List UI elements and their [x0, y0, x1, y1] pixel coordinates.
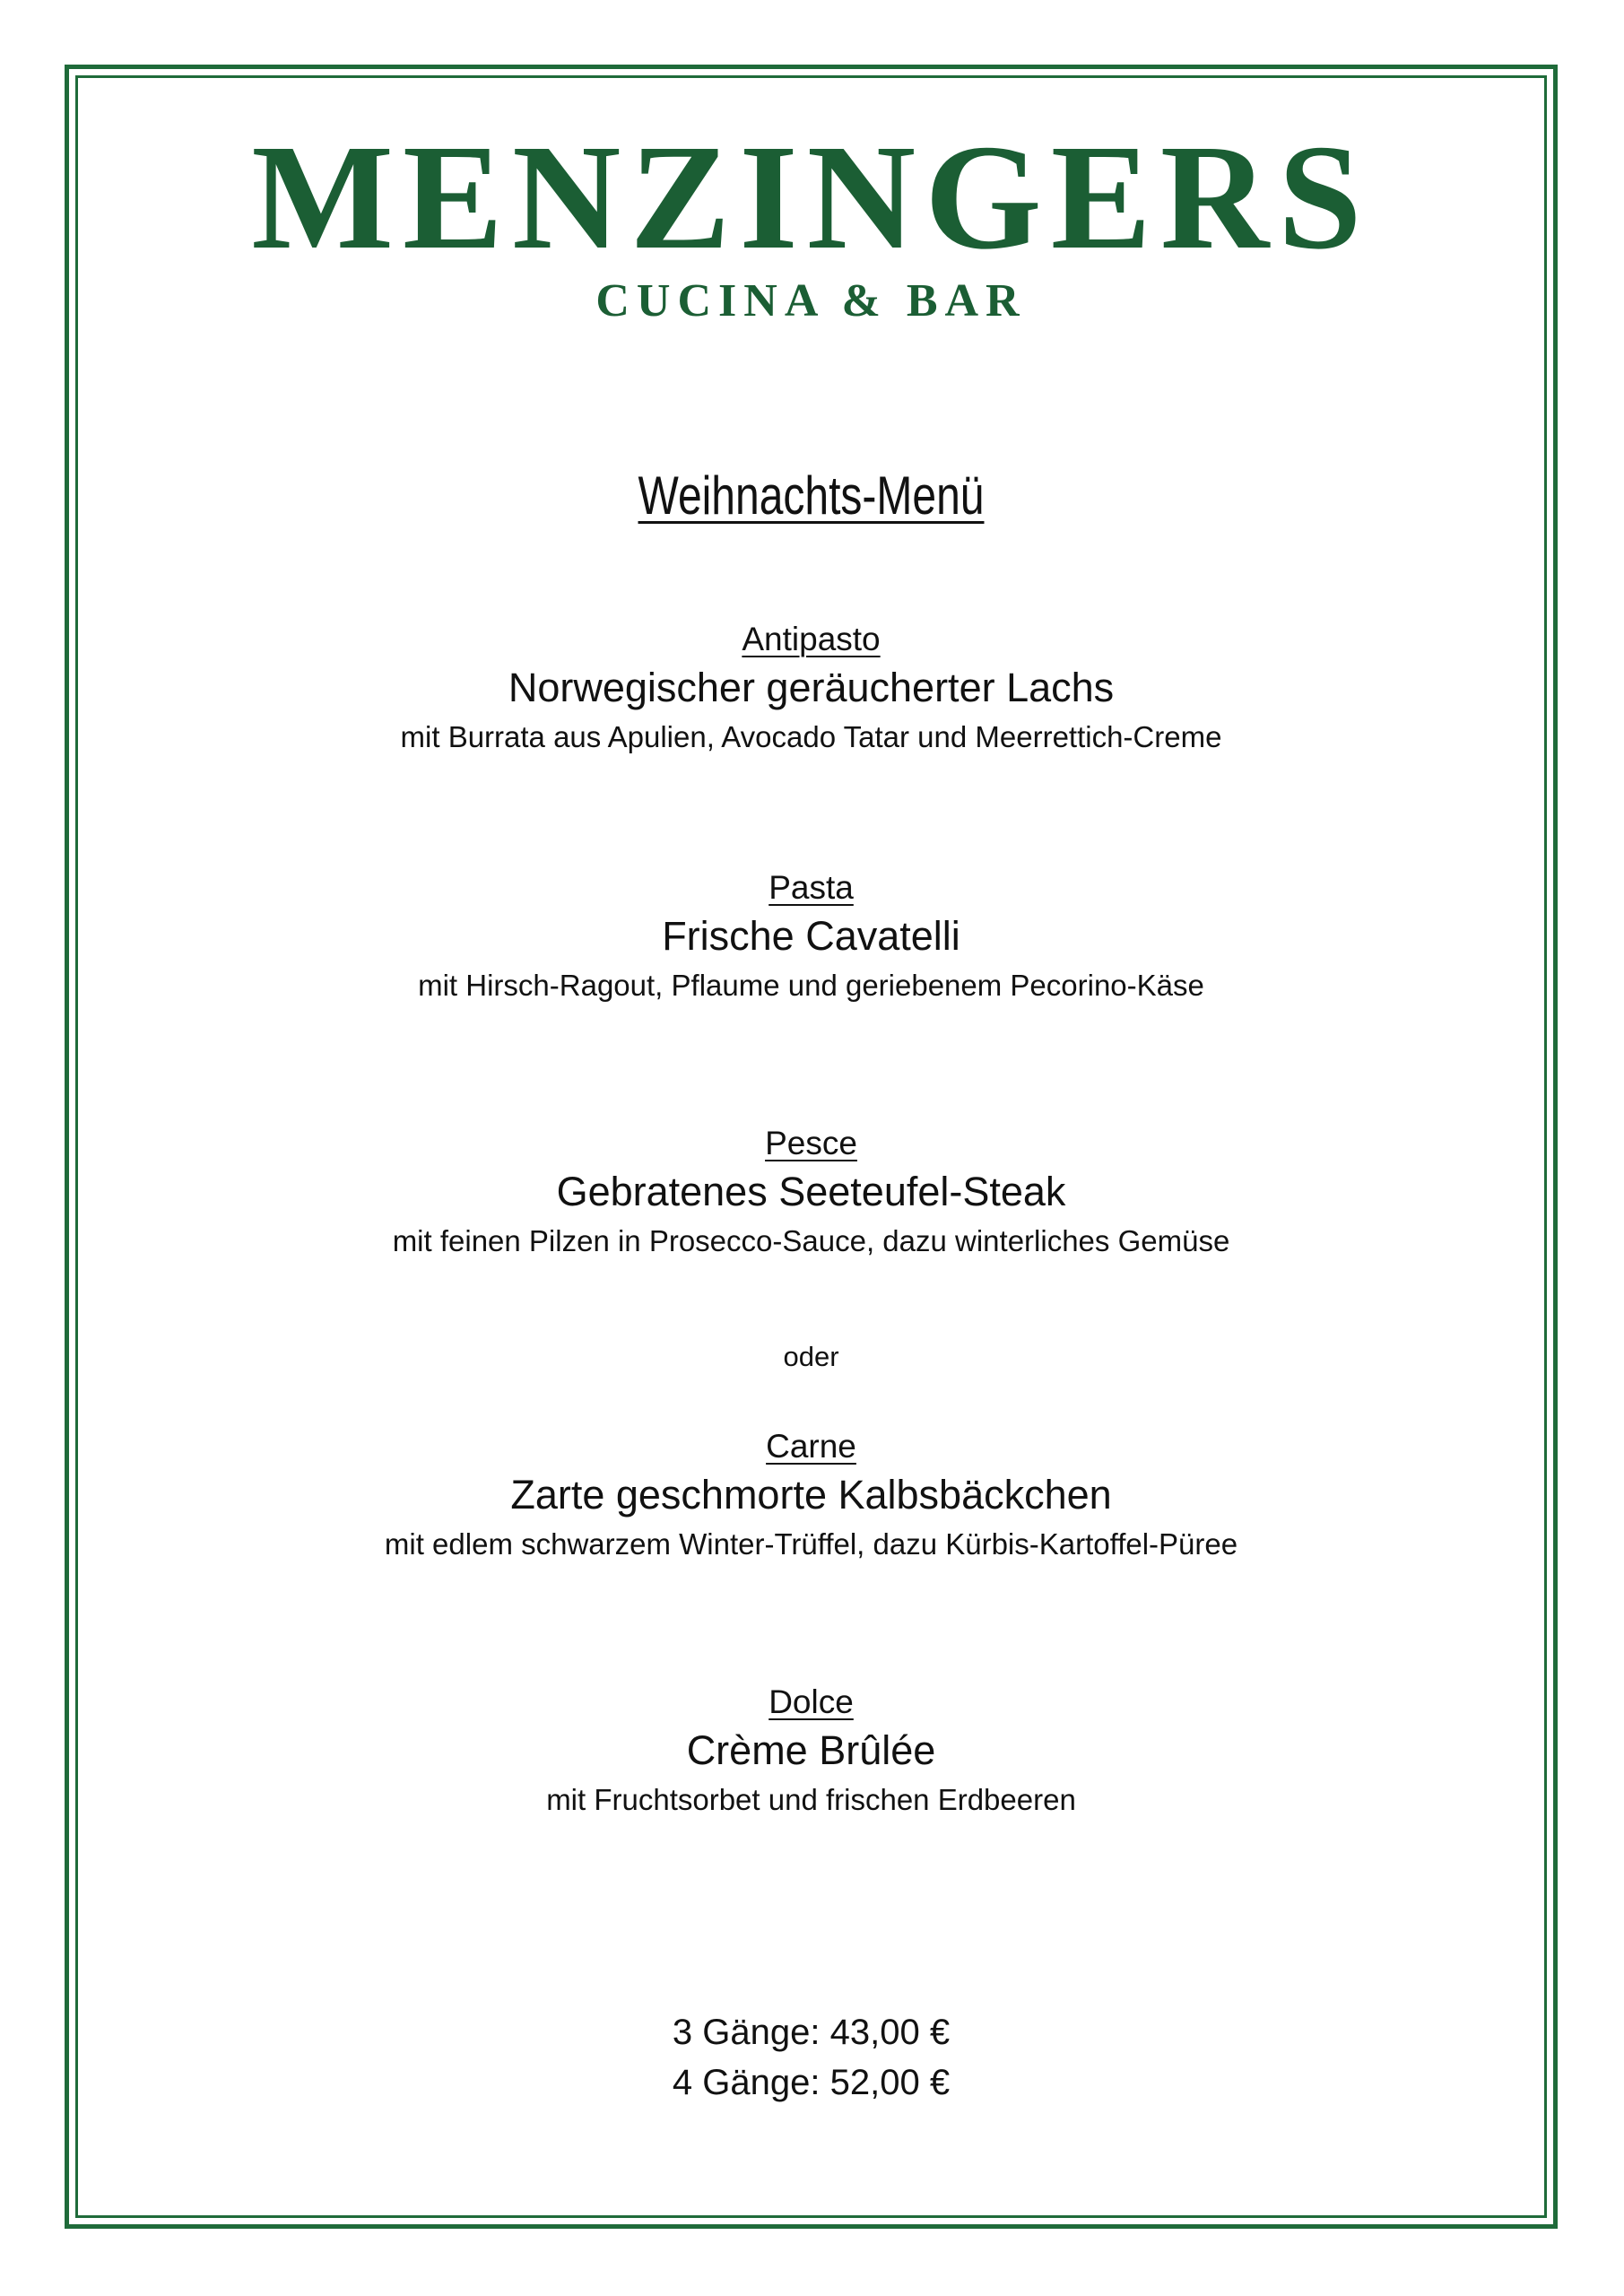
menu-page [75, 75, 1547, 2218]
course-description: mit Hirsch-Ragout, Pflaume und geriebenem Pecorino-Käse [418, 969, 1204, 1002]
course-antipasto [75, 619, 1547, 757]
alternative-text: oder [783, 1341, 839, 1372]
course-description: mit Burrata aus Apulien, Avocado Tatar und Meerrettich-Creme [400, 720, 1222, 753]
course-dish: Zarte geschmorte Kalbsbäckchen [510, 1472, 1112, 1518]
course-dolce [75, 1682, 1547, 1820]
price-4-courses: 4 Gänge: 52,00 € [672, 2063, 951, 2102]
course-pasta [75, 867, 1547, 1005]
course-carne [75, 1426, 1547, 1564]
price-3-courses: 3 Gänge: 43,00 € [672, 2013, 951, 2052]
logo-name: MENZINGERS [251, 114, 1371, 281]
course-dish: Crème Brûlée [686, 1727, 936, 1773]
price-list [75, 2007, 1547, 2108]
course-label: Pesce [765, 1125, 857, 1161]
course-label: Pasta [769, 869, 854, 906]
restaurant-logo [75, 114, 1547, 326]
course-label: Carne [766, 1428, 856, 1465]
course-pesce [75, 1123, 1547, 1261]
course-description: mit edlem schwarzem Winter-Trüffel, dazu Kürbis-Kartoffel-Püree [384, 1527, 1238, 1561]
logo-subtitle: CUCINA & BAR [595, 275, 1027, 326]
course-dish: Norwegischer geräucherter Lachs [508, 665, 1115, 710]
course-description: mit Fruchtsorbet und frischen Erdbeeren [546, 1783, 1076, 1816]
course-label: Antipasto [742, 621, 881, 657]
course-dish: Frische Cavatelli [662, 913, 960, 959]
course-description: mit feinen Pilzen in Prosecco-Sauce, dazu winterliches Gemüse [392, 1224, 1230, 1257]
menu-title: Weihnachts-Menü [638, 465, 985, 526]
course-label: Dolce [769, 1683, 854, 1720]
course-dish: Gebratenes Seeteufel-Steak [556, 1169, 1066, 1214]
